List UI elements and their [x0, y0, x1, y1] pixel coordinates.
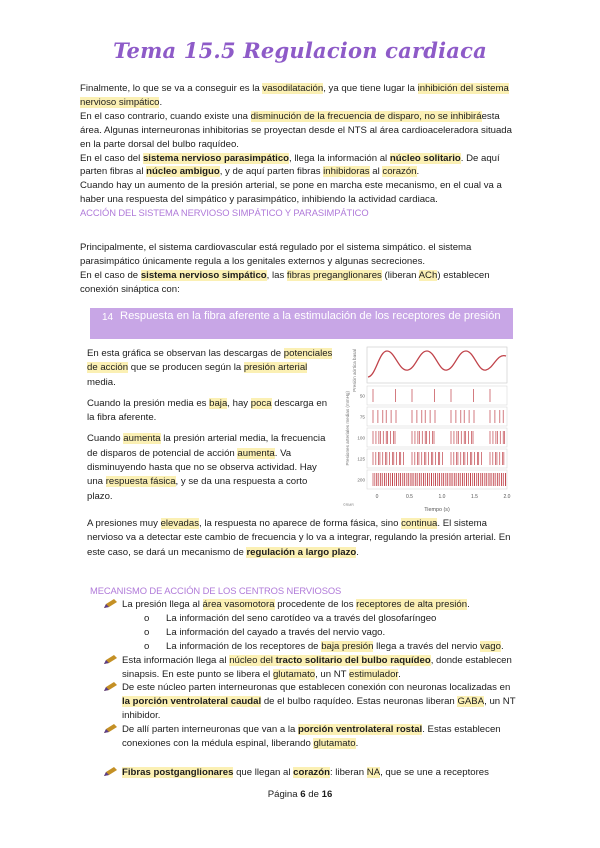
pressure-level-label: 75 [359, 414, 365, 420]
section-heading-sympathetic-parasympathetic: ACCIÓN DEL SISTEMA NERVIOSO SIMPÁTICO Y PARASIMPÁTICO [80, 207, 369, 218]
page-footer: Página 6 de 16 [267, 789, 333, 800]
paragraph-vasodilatation: Finalmente, lo que se va a conseguir es la vasodilatación, ya que tiene lugar la inhibición del sistema nervioso simpático. En el caso contrario, cuando existe una disminución de la frecuencia de disparo, no se inhibiráesta área. Algunas interneuronas inhibitorias se proyectan desde el NTS al área cardioaceleradora situada en la parte dorsal del bulbo raquídeo. En el caso del sistema nervioso parasimpático, llega la información al núcleo solitario. De aquí parten fibras al núcleo ambiguo, y de aquí parten fibras inhibidoras al corazón. Cuando hay un aumento de la presión arterial, se pone en marcha este mecanismo, en el cual va a haber una respuesta del simpático y parasimpático, inhibiendo la actividad cardiaca. [80, 83, 512, 206]
firing-rows [357, 386, 507, 489]
graph-explanation: En esta gráfica se observan las descargas de potenciales de acción que se producen según la presión arterial media. Cuando la presión media es baja, hay poca descarga en la fibra aferente. Cuando aumenta la presión arterial media, la frecuencia de disparos de potencial de acción aumenta. Va disminuyendo hasta que no se observa actividad. Hay una respuesta fásica, y se da una respuesta a corto plazo. [87, 348, 333, 502]
list-item: De allí parten interneuronas que van a la porción ventrolateral rostal. Estas establecen conexiones con la médula espinal, liberando glutamato. [104, 723, 519, 751]
x-tick-label: 0 [375, 494, 379, 500]
firing-row-frame [367, 449, 507, 468]
list-item: De este núcleo parten interneuronas que establecen conexión con neuronas localizadas en la porción ventrolateral caudal de el bulbo raquídeo. Estas neuronas liberan GABA, un NT inhibidor. [104, 681, 519, 723]
paragraph-high-pressure: A presiones muy elevadas, la respuesta no aparece de forma fásica, sino continua. El sistema nervioso va a detectar este cambio de frecuencia y lo va a integrar, regulando la presión arterial. En este caso, se dará un mecanismo de regulación a largo plazo. [87, 518, 511, 558]
firing-row-frame [367, 407, 507, 426]
sub-list-item: o La información de los receptores de baja presión llega a través del nervio vago. [144, 640, 504, 652]
x-tick-label: 2.0 [503, 494, 511, 500]
sub-list-item: o La información del cayado a través del nervio vago. [144, 626, 386, 638]
list-item: Fibras postganglionares que llegan al corazón: liberan NA, que se une a receptores [104, 766, 519, 780]
y-label-bottom: Presiones arteriales medias (mmHg) [345, 391, 350, 466]
y-label-top: Presión aórtica basal [352, 349, 357, 392]
pressure-panel [367, 347, 507, 383]
x-tick-label: 1.0 [438, 494, 446, 500]
list-item: La presión llega al área vasomotora procedente de los receptores de alta presión. [104, 598, 519, 612]
banner-number: 14 [102, 312, 114, 323]
pressure-level-label: 125 [357, 456, 365, 462]
pressure-level-label: 50 [359, 393, 365, 399]
x-axis-ticks [376, 494, 511, 500]
pressure-level-label: 200 [357, 477, 365, 483]
pencil-bullet-icon [104, 682, 117, 692]
pressure-waveform [368, 351, 506, 377]
baroreceptor-firing-figure [341, 346, 513, 514]
firing-row-frame [367, 386, 507, 405]
section-heading-nerve-centers: MECANISMO DE ACCIÓN DE LOS CENTROS NERVIOSOS [90, 585, 342, 596]
pencil-bullet-icon [104, 599, 117, 609]
pencil-bullet-icon [104, 724, 117, 734]
page-title: Tema 15.5 Regulacion cardiaca [113, 38, 487, 63]
sub-list-item: o La información del seno carotídeo va a través del glosofaríngeo [144, 612, 437, 624]
pencil-bullet-icon [104, 767, 117, 777]
figure-credit: ©RMR [343, 503, 354, 507]
x-axis-label: Tiempo (s) [424, 507, 450, 513]
figure-section-banner [90, 308, 513, 339]
nerve-center-list [104, 598, 519, 780]
pressure-level-label: 100 [357, 435, 365, 441]
pencil-bullet-icon [104, 655, 117, 665]
x-tick-label: 1.5 [471, 494, 478, 500]
banner-title: Respuesta en la fibra aferente a la estimulación de los receptores de presión [120, 310, 501, 322]
list-item: Esta información llega al núcleo del tracto solitario del bulbo raquídeo, donde establecen sinapsis. En este punto se libera el glutamato, un NT estimulador. [104, 654, 519, 682]
paragraph-sympathetic: Principalmente, el sistema cardiovascular está regulado por el sistema simpático. el sistema parasimpático únicamente regula a los genitales externos y algunas secreciones. En el caso de sistema nervioso simpático, las fibras preganglionares (liberan ACh) establecen conexión sináptica con: [80, 242, 490, 295]
x-tick-label: 0.5 [406, 494, 413, 500]
